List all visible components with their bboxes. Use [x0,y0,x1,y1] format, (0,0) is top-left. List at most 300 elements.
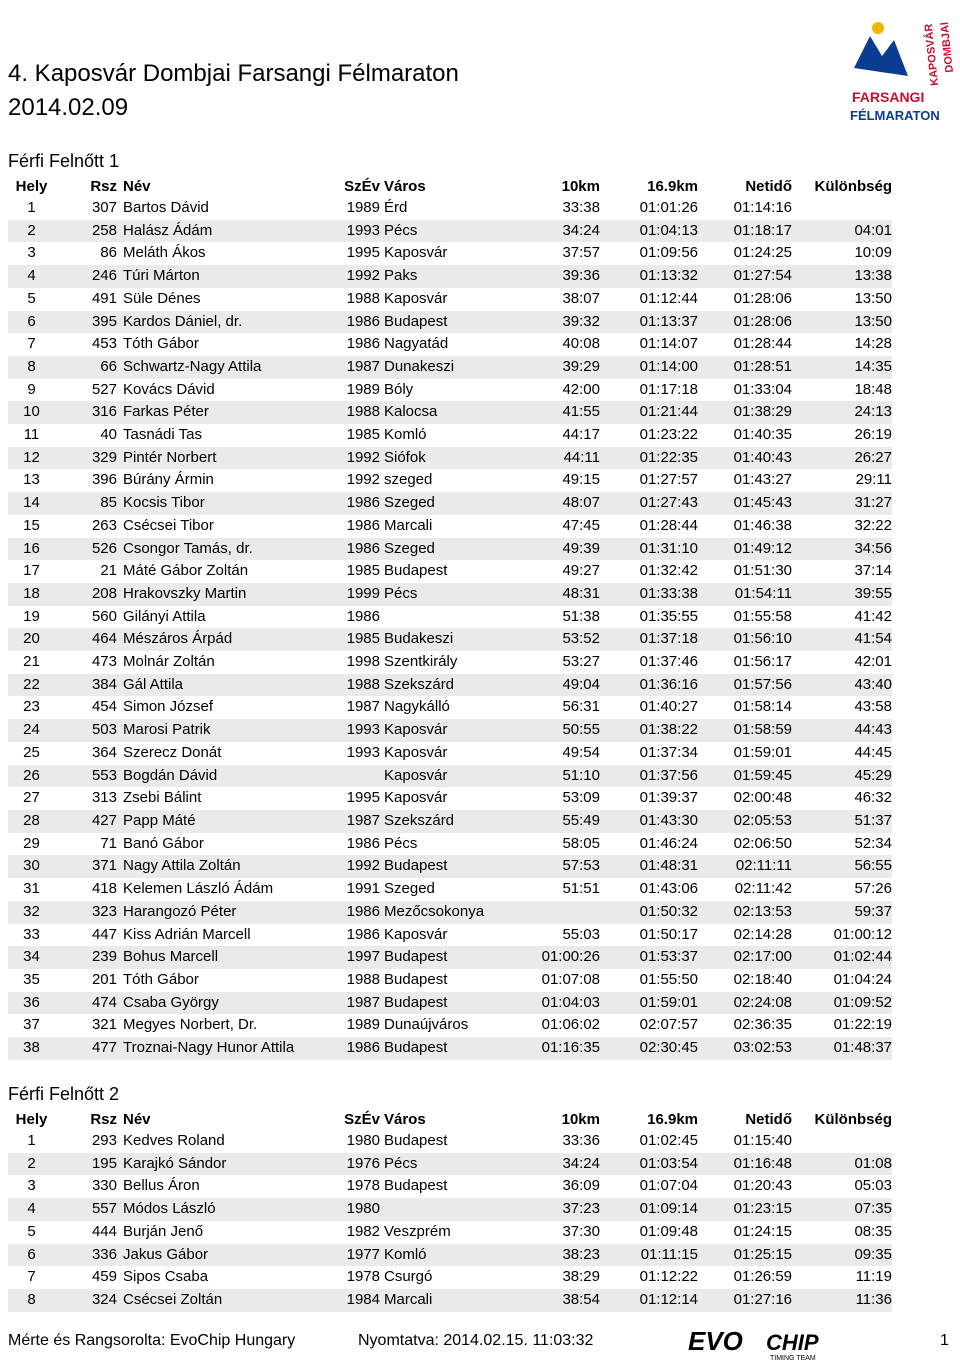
table-row [8,833,892,856]
cell-szev: 1986 [337,833,384,856]
cell-kulonbseg: 01:02:44 [792,946,892,969]
col-szev: SzÉv [344,178,380,195]
cell-hely: 3 [8,242,55,265]
cell-nev: Schwartz-Nagy Attila [123,356,337,379]
results-table [8,1109,892,1312]
cell-10km: 55:49 [512,810,600,833]
cell-varos: Szeged [384,492,512,515]
cell-rsz: 527 [55,379,123,402]
cell-szev: 1986 [337,924,384,947]
table-row [8,1153,892,1176]
cell-10km: 49:27 [512,560,600,583]
cell-rsz: 246 [55,265,123,288]
cell-kulonbseg: 43:58 [792,696,892,719]
cell-nev: Bellus Áron [123,1175,337,1198]
cell-szev: 1989 [337,1014,384,1037]
col-szev: SzÉv [344,1111,380,1128]
cell-10km: 44:17 [512,424,600,447]
cell-nev: Meláth Ákos [123,242,337,265]
cell-szev: 1992 [337,265,384,288]
cell-varos: Pécs [384,220,512,243]
cell-10km: 53:27 [512,651,600,674]
table-row [8,1037,892,1060]
col-169km: 16.9km [647,178,698,195]
cell-kulonbseg: 52:34 [792,833,892,856]
cell-nev: Csongor Tamás, dr. [123,538,337,561]
cell-szev: 1986 [337,538,384,561]
cell-szev: 1987 [337,992,384,1015]
cell-hely: 13 [8,469,55,492]
cell-169km: 01:13:37 [600,311,698,334]
cell-szev: 1986 [337,333,384,356]
cell-10km: 01:06:02 [512,1014,600,1037]
cell-szev: 1991 [337,878,384,901]
table-row [8,924,892,947]
table-row [8,288,892,311]
table-row [8,787,892,810]
cell-kulonbseg: 14:35 [792,356,892,379]
cell-hely: 24 [8,719,55,742]
cell-netido: 02:14:28 [698,924,792,947]
table-row [8,1175,892,1198]
cell-kulonbseg: 01:09:52 [792,992,892,1015]
table-row [8,560,892,583]
cell-169km: 01:09:56 [600,242,698,265]
cell-varos: Pécs [384,583,512,606]
cell-rsz: 66 [55,356,123,379]
cell-kulonbseg: 24:13 [792,401,892,424]
cell-varos: Szekszárd [384,810,512,833]
cell-10km: 37:57 [512,242,600,265]
table-row [8,1130,892,1153]
cell-10km: 42:00 [512,379,600,402]
cell-169km: 01:37:34 [600,742,698,765]
table-row [8,878,892,901]
cell-netido: 02:24:08 [698,992,792,1015]
table-row [8,583,892,606]
table-row [8,946,892,969]
cell-hely: 20 [8,628,55,651]
cell-kulonbseg [792,1130,892,1153]
cell-varos: Budapest [384,1130,512,1153]
cell-kulonbseg: 08:35 [792,1221,892,1244]
cell-nev: Zsebi Bálint [123,787,337,810]
cell-hely: 27 [8,787,55,810]
cell-10km: 38:54 [512,1289,600,1312]
logo-line-4: FÉLMARATON [850,108,940,123]
cell-szev: 1987 [337,696,384,719]
cell-10km: 48:31 [512,583,600,606]
cell-10km: 39:29 [512,356,600,379]
cell-hely: 6 [8,311,55,334]
cell-szev: 1985 [337,424,384,447]
cell-nev: Kovács Dávid [123,379,337,402]
table-row [8,401,892,424]
cell-169km: 01:13:32 [600,265,698,288]
cell-nev: Kardos Dániel, dr. [123,311,337,334]
cell-rsz: 454 [55,696,123,719]
cell-kulonbseg: 01:48:37 [792,1037,892,1060]
cell-kulonbseg: 45:29 [792,765,892,788]
table-row [8,992,892,1015]
cell-varos: Kaposvár [384,288,512,311]
table-row [8,333,892,356]
cell-hely: 7 [8,333,55,356]
evochip-evo: EVO [688,1326,743,1356]
cell-varos: Budapest [384,969,512,992]
cell-netido: 01:25:15 [698,1244,792,1267]
table-row [8,515,892,538]
cell-rsz: 526 [55,538,123,561]
cell-szev: 1992 [337,855,384,878]
cell-kulonbseg: 46:32 [792,787,892,810]
cell-varos: Budakeszi [384,628,512,651]
cell-10km: 49:39 [512,538,600,561]
cell-hely: 36 [8,992,55,1015]
col-10km: 10km [561,1111,600,1128]
page-number: 1 [940,1332,949,1349]
cell-varos: Kaposvár [384,787,512,810]
cell-10km: 51:38 [512,606,600,629]
cell-169km: 01:04:13 [600,220,698,243]
cell-hely: 32 [8,901,55,924]
table-row [8,969,892,992]
cell-hely: 1 [8,1130,55,1153]
cell-rsz: 21 [55,560,123,583]
footer-printed: Nyomtatva: 2014.02.15. 11:03:32 [358,1332,594,1349]
evochip-chip: CHIP [766,1330,819,1355]
col-nev: Név [123,178,151,195]
cell-netido: 02:36:35 [698,1014,792,1037]
cell-hely: 21 [8,651,55,674]
cell-nev: Megyes Norbert, Dr. [123,1014,337,1037]
cell-varos: Kaposvár [384,765,512,788]
cell-169km: 01:50:17 [600,924,698,947]
cell-hely: 15 [8,515,55,538]
cell-szev: 1988 [337,674,384,697]
evochip-sub: TIMING TEAM [770,1355,816,1362]
cell-10km: 36:09 [512,1175,600,1198]
cell-10km: 49:04 [512,674,600,697]
results-table [8,176,892,1060]
cell-169km: 01:03:54 [600,1153,698,1176]
cell-varos: Kaposvár [384,924,512,947]
cell-nev: Harangozó Péter [123,901,337,924]
cell-netido: 02:13:53 [698,901,792,924]
cell-kulonbseg: 18:48 [792,379,892,402]
cell-kulonbseg: 31:27 [792,492,892,515]
cell-szev: 1998 [337,651,384,674]
cell-szev: 1988 [337,288,384,311]
cell-kulonbseg: 01:08 [792,1153,892,1176]
cell-varos: Komló [384,1244,512,1267]
cell-szev: 1997 [337,946,384,969]
cell-netido: 01:59:45 [698,765,792,788]
cell-szev: 1986 [337,1037,384,1060]
cell-varos: Pécs [384,1153,512,1176]
col-169km: 16.9km [647,1111,698,1128]
cell-hely: 30 [8,855,55,878]
cell-netido: 01:49:12 [698,538,792,561]
cell-rsz: 86 [55,242,123,265]
col-nev: Név [123,1111,151,1128]
cell-rsz: 447 [55,924,123,947]
cell-szev: 1986 [337,606,384,629]
cell-169km: 01:12:14 [600,1289,698,1312]
cell-169km: 01:43:06 [600,878,698,901]
cell-nev: Süle Dénes [123,288,337,311]
cell-hely: 23 [8,696,55,719]
cell-hely: 12 [8,447,55,470]
cell-varos: Budapest [384,311,512,334]
cell-169km: 01:28:44 [600,515,698,538]
col-10km: 10km [561,178,600,195]
cell-szev: 1992 [337,447,384,470]
cell-netido: 01:23:15 [698,1198,792,1221]
cell-varos [384,606,512,629]
cell-hely: 29 [8,833,55,856]
cell-10km: 38:23 [512,1244,600,1267]
cell-nev: Nagy Attila Zoltán [123,855,337,878]
cell-nev: Papp Máté [123,810,337,833]
cell-kulonbseg: 10:09 [792,242,892,265]
cell-169km: 02:30:45 [600,1037,698,1060]
cell-169km: 01:39:37 [600,787,698,810]
cell-169km: 01:01:26 [600,197,698,220]
cell-nev: Csécsei Zoltán [123,1289,337,1312]
cell-169km: 01:36:16 [600,674,698,697]
cell-rsz: 395 [55,311,123,334]
cell-nev: Banó Gábor [123,833,337,856]
cell-kulonbseg: 14:28 [792,333,892,356]
cell-169km: 01:11:15 [600,1244,698,1267]
table-row [8,197,892,220]
cell-varos: Dunaújváros [384,1014,512,1037]
cell-varos: Paks [384,265,512,288]
cell-kulonbseg: 01:04:24 [792,969,892,992]
cell-10km: 53:52 [512,628,600,651]
table-row [8,810,892,833]
cell-10km: 39:36 [512,265,600,288]
cell-169km: 02:07:57 [600,1014,698,1037]
cell-hely: 9 [8,379,55,402]
cell-169km: 01:32:42 [600,560,698,583]
cell-rsz: 85 [55,492,123,515]
cell-varos: Nagyatád [384,333,512,356]
logo-line-1: KAPOSVÁR [922,23,942,87]
cell-hely: 17 [8,560,55,583]
cell-10km: 01:04:03 [512,992,600,1015]
cell-rsz: 239 [55,946,123,969]
cell-netido: 01:28:51 [698,356,792,379]
cell-hely: 4 [8,1198,55,1221]
cell-kulonbseg: 43:40 [792,674,892,697]
table-row [8,1289,892,1312]
cell-169km: 01:09:14 [600,1198,698,1221]
cell-hely: 4 [8,265,55,288]
table-header-row [8,176,892,197]
cell-kulonbseg: 26:19 [792,424,892,447]
cell-hely: 3 [8,1175,55,1198]
cell-varos: Szeged [384,878,512,901]
cell-169km: 01:27:57 [600,469,698,492]
cell-10km: 38:29 [512,1266,600,1289]
cell-netido: 01:20:43 [698,1175,792,1198]
cell-netido: 01:26:59 [698,1266,792,1289]
cell-hely: 31 [8,878,55,901]
cell-169km: 01:37:46 [600,651,698,674]
cell-varos: Kaposvár [384,719,512,742]
cell-nev: Túri Márton [123,265,337,288]
table-row [8,628,892,651]
cell-kulonbseg: 09:35 [792,1244,892,1267]
col-hely: Hely [15,1111,48,1128]
cell-nev: Kedves Roland [123,1130,337,1153]
cell-10km: 33:36 [512,1130,600,1153]
cell-169km: 01:33:38 [600,583,698,606]
cell-kulonbseg: 42:01 [792,651,892,674]
cell-varos: Kalocsa [384,401,512,424]
col-varos: Város [384,1111,426,1128]
cell-nev: Kelemen László Ádám [123,878,337,901]
cell-hely: 2 [8,1153,55,1176]
cell-rsz: 40 [55,424,123,447]
cell-nev: Tasnádi Tas [123,424,337,447]
cell-varos: Budapest [384,946,512,969]
cell-szev: 1993 [337,742,384,765]
cell-rsz: 323 [55,901,123,924]
cell-szev [337,765,384,788]
cell-169km: 01:14:07 [600,333,698,356]
cell-varos: Dunakeszi [384,356,512,379]
cell-nev: Máté Gábor Zoltán [123,560,337,583]
cell-rsz: 459 [55,1266,123,1289]
cell-169km: 01:37:56 [600,765,698,788]
cell-10km: 49:15 [512,469,600,492]
cell-10km: 44:11 [512,447,600,470]
cell-kulonbseg: 29:11 [792,469,892,492]
cell-rsz: 313 [55,787,123,810]
cell-169km: 01:43:30 [600,810,698,833]
cell-szev: 1988 [337,401,384,424]
cell-10km: 01:00:26 [512,946,600,969]
cell-netido: 01:46:38 [698,515,792,538]
cell-169km: 01:07:04 [600,1175,698,1198]
cell-netido: 01:28:06 [698,288,792,311]
cell-netido: 01:40:35 [698,424,792,447]
cell-kulonbseg: 56:55 [792,855,892,878]
cell-hely: 11 [8,424,55,447]
cell-hely: 18 [8,583,55,606]
cell-varos: Csurgó [384,1266,512,1289]
table-row [8,492,892,515]
cell-kulonbseg: 26:27 [792,447,892,470]
cell-netido: 01:56:17 [698,651,792,674]
cell-rsz: 330 [55,1175,123,1198]
cell-169km: 01:12:44 [600,288,698,311]
cell-169km: 01:55:50 [600,969,698,992]
cell-rsz: 364 [55,742,123,765]
cell-kulonbseg: 13:38 [792,265,892,288]
cell-hely: 6 [8,1244,55,1267]
cell-rsz: 444 [55,1221,123,1244]
cell-varos: Veszprém [384,1221,512,1244]
table-row [8,220,892,243]
cell-nev: Jakus Gábor [123,1244,337,1267]
cell-kulonbseg: 13:50 [792,288,892,311]
cell-netido: 02:18:40 [698,969,792,992]
cell-varos: Érd [384,197,512,220]
cell-nev: Tóth Gábor [123,333,337,356]
cell-szev: 1987 [337,356,384,379]
cell-szev: 1986 [337,492,384,515]
table-row [8,356,892,379]
cell-varos: Budapest [384,1175,512,1198]
cell-10km [512,901,600,924]
cell-rsz: 208 [55,583,123,606]
cell-rsz: 321 [55,1014,123,1037]
col-netido: Netidő [745,1111,792,1128]
cell-rsz: 195 [55,1153,123,1176]
cell-netido: 01:43:27 [698,469,792,492]
cell-nev: Csaba György [123,992,337,1015]
cell-169km: 01:14:00 [600,356,698,379]
cell-netido: 02:11:11 [698,855,792,878]
cell-kulonbseg: 41:54 [792,628,892,651]
cell-10km: 01:16:35 [512,1037,600,1060]
cell-169km: 01:38:22 [600,719,698,742]
cell-varos: szeged [384,469,512,492]
cell-kulonbseg: 59:37 [792,901,892,924]
table-row [8,674,892,697]
cell-netido: 01:27:16 [698,1289,792,1312]
cell-szev: 1992 [337,469,384,492]
cell-rsz: 258 [55,220,123,243]
cell-szev: 1984 [337,1289,384,1312]
cell-nev: Gál Attila [123,674,337,697]
col-varos: Város [384,178,426,195]
cell-169km: 01:21:44 [600,401,698,424]
cell-szev: 1985 [337,560,384,583]
cell-169km: 01:31:10 [600,538,698,561]
cell-varos: Marcali [384,515,512,538]
cell-169km: 01:59:01 [600,992,698,1015]
cell-kulonbseg: 32:22 [792,515,892,538]
cell-rsz: 307 [55,197,123,220]
cell-nev: Gilányi Attila [123,606,337,629]
cell-169km: 01:09:48 [600,1221,698,1244]
cell-varos: Budapest [384,992,512,1015]
cell-netido: 01:58:59 [698,719,792,742]
cell-10km: 55:03 [512,924,600,947]
cell-nev: Halász Ádám [123,220,337,243]
cell-10km: 51:51 [512,878,600,901]
cell-hely: 33 [8,924,55,947]
cell-nev: Bogdán Dávid [123,765,337,788]
logo-line-3: FARSANGI [852,89,925,105]
col-kulonbseg: Különbség [814,1111,892,1128]
table-row [8,696,892,719]
cell-nev: Molnár Zoltán [123,651,337,674]
col-rsz: Rsz [90,178,117,195]
cell-169km: 01:48:31 [600,855,698,878]
cell-szev: 1989 [337,197,384,220]
cell-netido: 02:17:00 [698,946,792,969]
cell-10km: 53:09 [512,787,600,810]
cell-hely: 7 [8,1266,55,1289]
cell-169km: 01:23:22 [600,424,698,447]
cell-hely: 2 [8,220,55,243]
